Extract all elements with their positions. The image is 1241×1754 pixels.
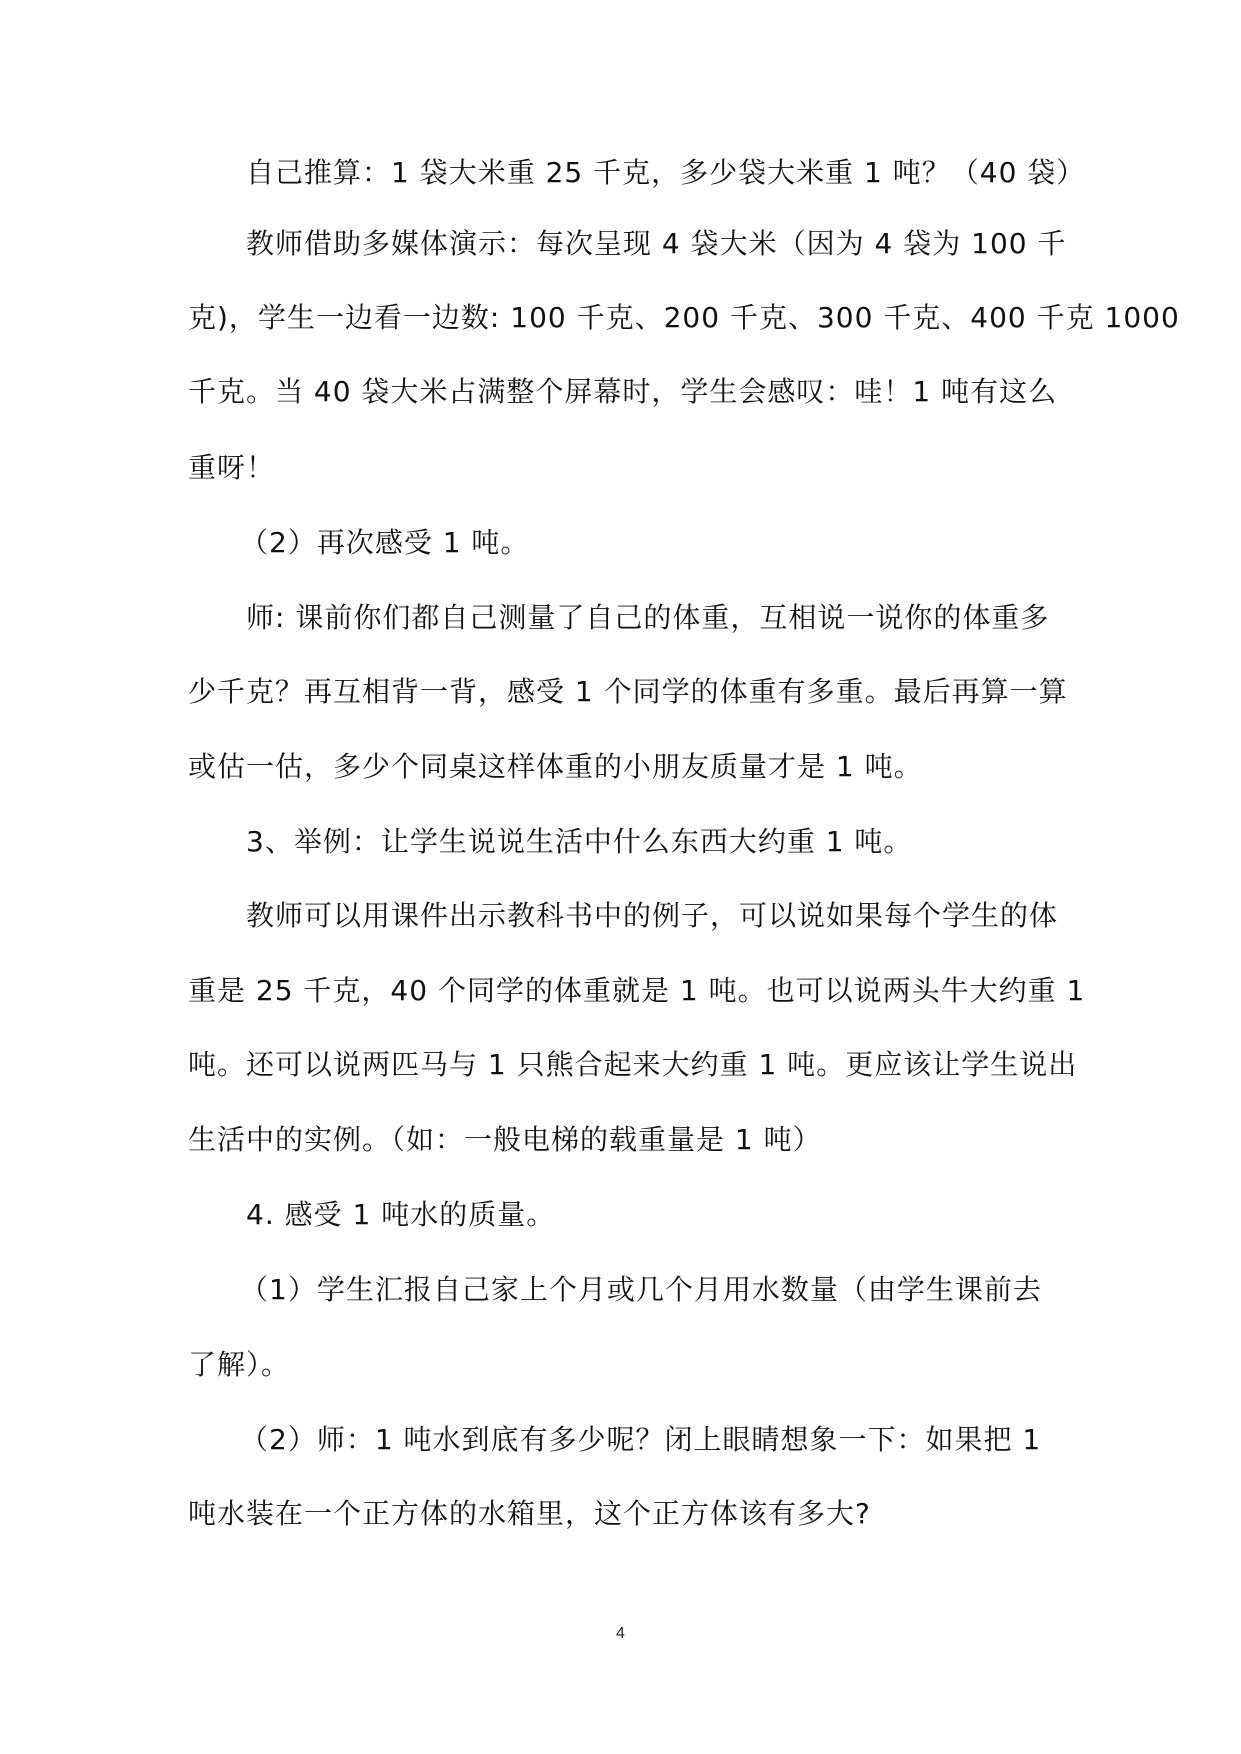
text-line: 千克。当 40 袋大米占满整个屏幕时，学生会感叹：哇！1 吨有这么 xyxy=(188,375,1058,408)
text-line: 生活中的实例。（如：一般电梯的载重量是 1 吨） xyxy=(188,1123,822,1156)
text-line: 4. 感受 1 吨水的质量。 xyxy=(246,1198,556,1231)
text-line: 师: 课前你们都自己测量了自己的体重，互相说一说你的体重多 xyxy=(246,601,1050,634)
page-number: 4 xyxy=(616,1625,625,1642)
text-line: （2）再次感受 1 吨。 xyxy=(240,526,530,559)
text-line: 克)，学生一边看一边数: 100 千克、200 千克、300 千克、400 千克 1000 xyxy=(188,301,1180,334)
text-line: 吨水装在一个正方体的水箱里，这个正方体该有多大? xyxy=(188,1497,871,1530)
text-line: （2）师：1 吨水到底有多少呢？闭上眼睛想象一下：如果把 1 xyxy=(240,1423,1042,1456)
text-line: 自己推算：1 袋大米重 25 千克，多少袋大米重 1 吨？（40 袋） xyxy=(246,156,1086,189)
text-line: 3、举例：让学生说说生活中什么东西大约重 1 吨。 xyxy=(246,825,913,858)
text-line: 重是 25 千克，40 个同学的体重就是 1 吨。也可以说两头牛大约重 1 xyxy=(188,974,1086,1007)
text-line: 教师可以用课件出示教科书中的例子，可以说如果每个学生的体 xyxy=(246,899,1059,932)
text-line: 教师借助多媒体演示：每次呈现 4 袋大米（因为 4 袋为 100 千 xyxy=(246,227,1067,260)
text-line: 吨。还可以说两匹马与 1 只熊合起来大约重 1 吨。更应该让学生说出 xyxy=(188,1048,1078,1081)
text-line: 少千克？再互相背一背，感受 1 个同学的体重有多重。最后再算一算 xyxy=(188,675,1068,708)
text-line: 或估一估，多少个同桌这样体重的小朋友质量才是 1 吨。 xyxy=(188,750,923,783)
text-line: （1）学生汇报自己家上个月或几个月用水数量（由学生课前去 xyxy=(240,1273,1042,1306)
text-line: 重呀！ xyxy=(188,451,276,484)
text-line: 了解）。 xyxy=(188,1348,291,1381)
